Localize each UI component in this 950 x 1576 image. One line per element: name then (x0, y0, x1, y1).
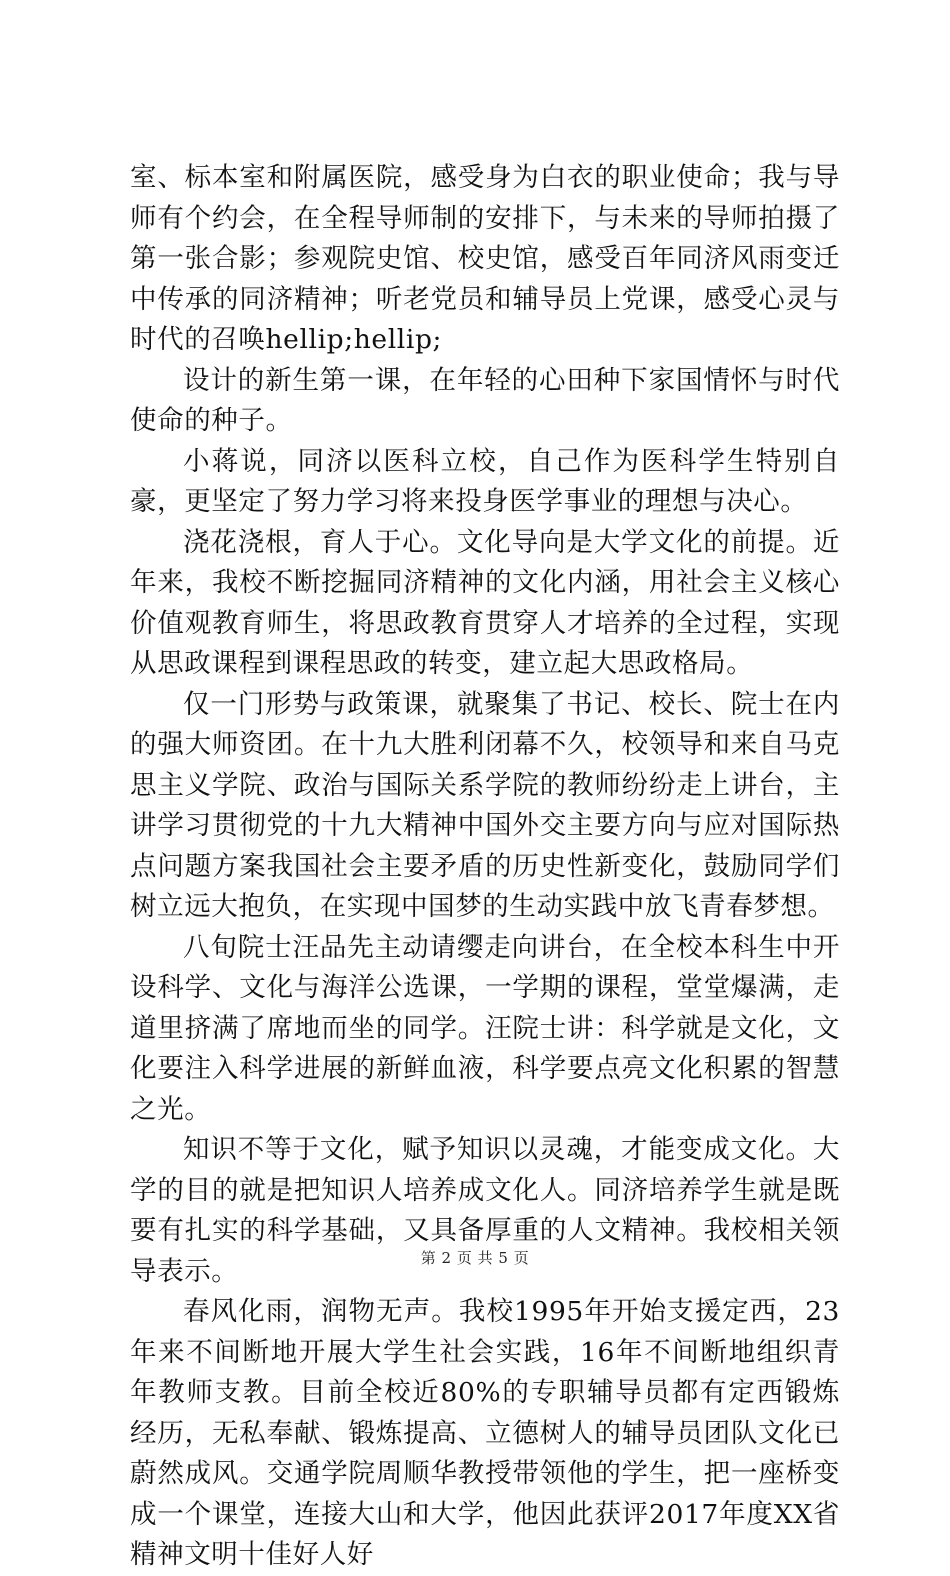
page-footer: 第 2 页 共 5 页 (420, 1249, 530, 1267)
paragraph-2: 设计的新生第一课，在年轻的心田种下家国情怀与时代使命的种子。 (130, 364, 840, 436)
paragraph-8: 春风化雨，润物无声。我校1995年开始支援定西，23年来不间断地开展大学生社会实践，16年不间断地组织青年教师支教。目前全校近80%的专职辅导员都有定西锻炼经历，无私奉献、锻炼提高、立德树人的辅导员团队文化已蔚然成风。交通学院周顺华教授带领他的学生，把一座桥变成一个课堂，连接大山和大学，他因此获评2017年度XX省精神文明十佳好人好 (130, 1296, 840, 1570)
paragraph-7: 知识不等于文化，赋予知识以灵魂，才能变成文化。大学的目的就是把知识人培养成文化人。同济培养学生就是既要有扎实的科学基础，又具备厚重的人文精神。我校相关领导表示。 (130, 1134, 840, 1287)
paragraph-1: 室、标本室和附属医院，感受身为白衣的职业使命；我与导师有个约会，在全程导师制的安排下，与未来的导师拍摄了第一张合影；参观院史馆、校史馆，感受百年同济风雨变迁中传承的同济精神；听老党员和辅导员上党课，感受心灵与时代的召唤hellip;hellip; (130, 162, 840, 355)
paragraph-3: 小蒋说，同济以医科立校，自己作为医科学生特别自豪，更坚定了努力学习将来投身医学事业的理想与决心。 (130, 445, 840, 517)
paragraph-4: 浇花浇根，育人于心。文化导向是大学文化的前提。近年来，我校不断挖掘同济精神的文化内涵，用社会主义核心价值观教育师生，将思政教育贯穿人才培养的全过程，实现从思政课程到课程思政的转变，建立起大思政格局。 (130, 526, 840, 679)
paragraph-5: 仅一门形势与政策课，就聚集了书记、校长、院士在内的强大师资团。在十九大胜利闭幕不久，校领导和来自马克思主义学院、政治与国际关系学院的教师纷纷走上讲台，主讲学习贯彻党的十九大精神中国外交主要方向与应对国际热点问题方案我国社会主要矛盾的历史性新变化，鼓励同学们树立远大抱负，在实现中国梦的生动实践中放飞青春梦想。 (130, 688, 840, 922)
document-body (130, 158, 840, 1576)
paragraph-6: 八旬院士汪品先主动请缨走向讲台，在全校本科生中开设科学、文化与海洋公选课，一学期的课程，堂堂爆满，走道里挤满了席地而坐的同学。汪院士讲：科学就是文化，文化要注入科学进展的新鲜血液，科学要点亮文化积累的智慧之光。 (130, 931, 840, 1125)
